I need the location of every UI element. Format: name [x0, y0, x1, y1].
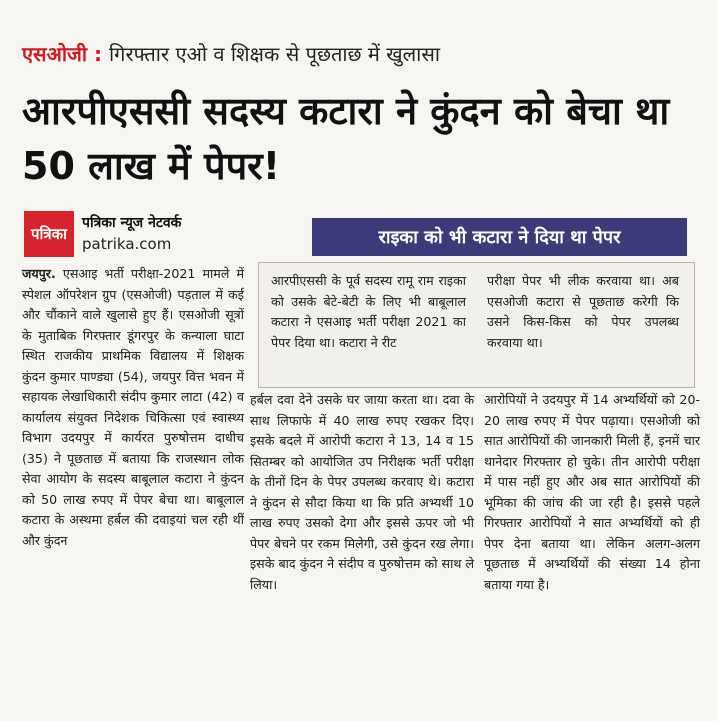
source-label: पत्रिका न्यूज नेटवर्क	[82, 215, 182, 231]
patrika-logo: पत्रिका	[24, 211, 74, 257]
subhead-banner: राइका को भी कटारा ने दिया था पेपर	[312, 218, 687, 256]
sidebar-box-text-1: आरपीएससी के पूर्व सदस्य रामू राम राइका को उसके बेटे-बेटी के लिए भी बाबूलाल कटारा ने एसआइ भर्ती परीक्षा 2021 का पेपर दिया था। कटारा ने रीट	[271, 273, 466, 350]
sidebar-box	[258, 262, 695, 388]
article-column-3: आरोपियों ने उदयपुर में 14 अभ्यर्थियों को 20-20 लाख रुपए में पेपर पढ़ाया। एसओजी को सात आरोपियों की जानकारी मिली हैं, इनमें चार थानेदार गिरफ्तार हो चुके। तीन आरोपी परीक्षा में पास नहीं हुए और अब सात आरोपियों की भूमिका की जांच की जा रही है। इससे पहले गिरफ्तार आरोपियों ने सात अभ्यर्थियों को ही पेपर देना बताया था। लेकिन अलग-अलग पूछताछ में अभ्यर्थियों की संख्या 14 होना बताया गया है।	[484, 392, 700, 592]
sidebar-box-text-2: परीक्षा पेपर भी लीक करवाया था। अब एसओजी कटारा से पूछताछ करेगी कि उसने किस-किस को पेपर उपलब्ध करवाया था।	[487, 273, 679, 350]
kicker-line	[22, 40, 440, 67]
article-column-1	[22, 264, 244, 551]
headline: आरपीएससी सदस्य कटारा ने कुंदन को बेचा था 50 लाख में पेपर!	[22, 89, 670, 188]
column-1-text: एसआइ भर्ती परीक्षा-2021 मामले में स्पेशल ऑपरेशन ग्रुप (एसओजी) पड़ताल में कई और चौंकाने वाले खुलासे हुए हैं। एसओजी सूत्रों के मुताबिक गिरफ्तार डूंगरपुर के कन्याला घाटा स्थित राजकीय प्राथमिक विद्यालय में शिक्षक कुंदन कुमार पाण्ड्या (54), जयपुर वित्त भवन में सहायक लेखाधिकारी संदीप कुमार लाटा (42) व कार्यालय संयुक्त निदेशक चिकित्सा एवं स्वास्थ्य विभाग उदयपुर में कार्यरत पुरुषोत्तम दाधीच (35) ने पूछताछ में बताया कि राजस्थान लोक सेवा आयोग के सदस्य बाबूलाल कटारा ने कुंदन को 50 लाख रुपए में पेपर बेचा था। बाबूलाल कटारा के अस्थमा हर्बल की दवाइयां चल रही थीं और कुंदन	[22, 266, 244, 548]
kicker-tag: एसओजी :	[22, 42, 103, 66]
source-url: patrika.com	[82, 235, 172, 253]
article-column-2: हर्बल दवा देने उसके घर जाया करता था। दवा के साथ लिफाफे में 40 लाख रुपए रखकर दिए। इसके बदले में आरोपी कटारा ने 13, 14 व 15 सितम्बर को आयोजित उप निरीक्षक भर्ती परीक्षा के तीनों दिन के पेपर उपलब्ध करवाए थे। कटारा ने कुंदन से सौदा किया था कि प्रति अभ्यर्थी 10 लाख रुपए उसको देगा और इससे ऊपर जो भी पेपर बेचने पर रकम मिलेगी, उसे कुंदन रख लेगा। इसके बाद कुंदन ने संदीप व पुरुषोत्तम को साथ ले लिया।	[250, 392, 474, 592]
dateline: जयपुर.	[22, 266, 56, 281]
kicker-text: गिरफ्तार एओ व शिक्षक से पूछताछ में खुलासा	[109, 42, 441, 66]
